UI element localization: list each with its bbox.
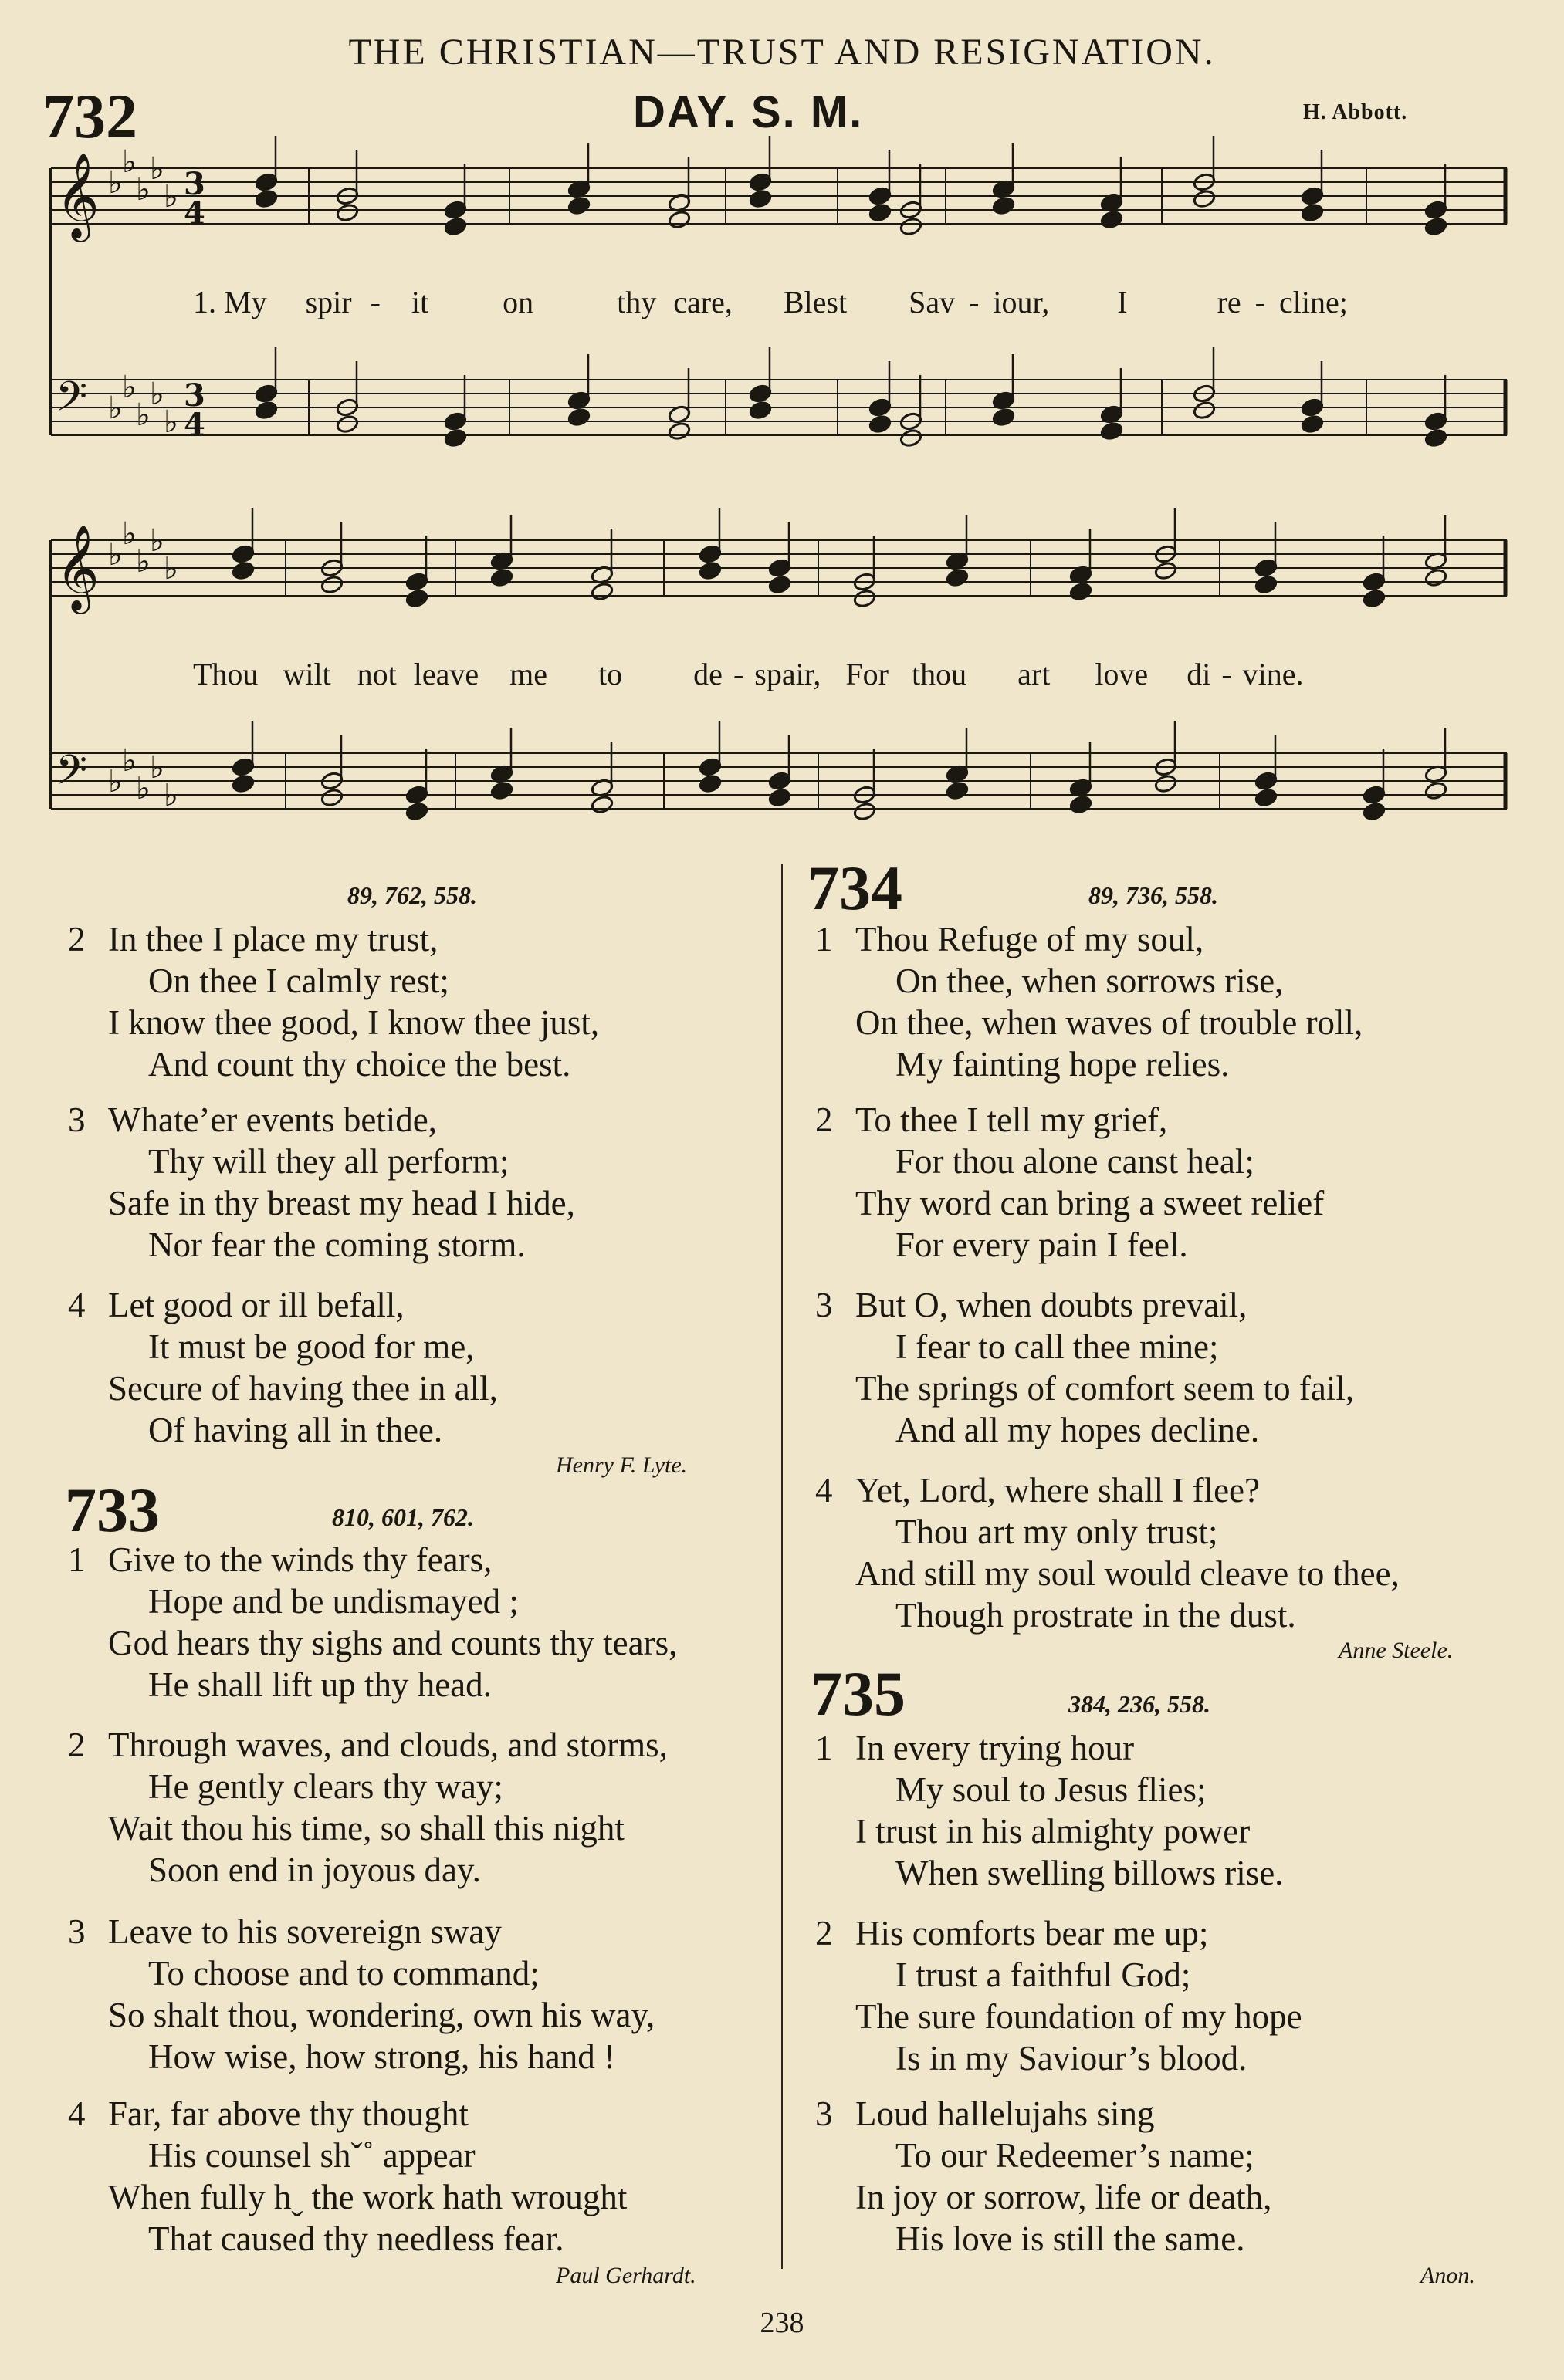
lyric-syllable: on bbox=[503, 285, 534, 319]
flat-sign-icon: ♭ bbox=[108, 764, 123, 800]
tune-refs-734: 89, 736, 558. bbox=[1088, 881, 1218, 909]
stanza-number: 2 bbox=[815, 1100, 833, 1139]
note-head bbox=[232, 561, 256, 581]
verse-line: For every pain I feel. bbox=[895, 1225, 1188, 1264]
verse-line: I fear to call thee mine; bbox=[895, 1327, 1219, 1366]
note-head bbox=[1069, 795, 1093, 815]
note-head bbox=[336, 414, 360, 434]
note-head bbox=[567, 196, 591, 216]
flat-sign-icon: ♭ bbox=[122, 144, 137, 180]
lyric-syllable: - bbox=[969, 285, 980, 319]
note-head bbox=[1254, 575, 1278, 595]
stanza-734-1 bbox=[815, 918, 1363, 1085]
note-head bbox=[768, 558, 792, 578]
stanza-735-3 bbox=[815, 2093, 1271, 2260]
note-head bbox=[444, 428, 468, 448]
lyric-syllable: - bbox=[370, 285, 381, 319]
stanza-732-3 bbox=[68, 1099, 575, 1266]
note-head bbox=[1069, 582, 1093, 602]
bass-clef-icon: 𝄢 bbox=[56, 747, 88, 804]
verse-line: I trust a faithful God; bbox=[895, 1956, 1191, 1994]
stanza-734-2 bbox=[815, 1099, 1324, 1266]
note-head bbox=[1254, 771, 1278, 791]
author-734: Anne Steele. bbox=[1339, 1638, 1454, 1663]
note-head bbox=[405, 802, 429, 822]
hymn-number-732: 732 bbox=[42, 81, 137, 151]
note-head bbox=[591, 795, 614, 815]
lyric-syllable: iour, bbox=[993, 285, 1050, 319]
verse-line: When swelling billows rise. bbox=[895, 1854, 1284, 1892]
verse-line: Wait thou his time, so shall this night bbox=[108, 1809, 625, 1848]
verse-line: To thee I tell my grief, bbox=[855, 1100, 1168, 1139]
time-signature-top: 3 bbox=[184, 377, 205, 414]
note-head bbox=[1100, 421, 1124, 441]
note-head bbox=[232, 544, 256, 564]
note-head bbox=[1424, 200, 1448, 220]
composer: H. Abbott. bbox=[1303, 100, 1408, 124]
running-head: THE CHRISTIAN—TRUST AND RESIGNATION. bbox=[348, 32, 1216, 73]
stanza-732-2 bbox=[68, 918, 599, 1085]
verse-line: The sure foundation of my hope bbox=[855, 1997, 1302, 2036]
lyric-syllable: re bbox=[1217, 285, 1241, 319]
lyric-syllable: di bbox=[1187, 657, 1211, 691]
verse-line: Loud hallelujahs sing bbox=[855, 2094, 1155, 2133]
note-head bbox=[1424, 428, 1448, 448]
author-735: Anon. bbox=[1420, 2263, 1475, 2288]
note-head bbox=[749, 172, 773, 192]
verse-line: It must be good for me, bbox=[148, 1327, 475, 1366]
note-head bbox=[946, 568, 970, 588]
note-head bbox=[1154, 561, 1178, 581]
note-head bbox=[255, 384, 279, 404]
lyric-syllable: spir bbox=[305, 285, 352, 319]
note-head bbox=[899, 217, 923, 237]
author-733: Paul Gerhardt. bbox=[556, 2263, 696, 2288]
verse-line: The springs of comfort seem to fail, bbox=[855, 1369, 1355, 1408]
verse-line: Let good or ill befall, bbox=[108, 1286, 405, 1324]
flat-sign-icon: ♭ bbox=[122, 743, 137, 779]
note-head bbox=[232, 774, 256, 794]
note-head bbox=[1363, 802, 1386, 822]
verse-line: Far, far above thy thought bbox=[108, 2094, 469, 2133]
page-number: 238 bbox=[760, 2307, 804, 2339]
verse-line: How wise, how strong, his hand ! bbox=[148, 2037, 615, 2076]
stanza-733-1 bbox=[68, 1539, 677, 1706]
time-signature-bottom: 4 bbox=[184, 195, 205, 232]
stanza-732-4 bbox=[68, 1284, 498, 1451]
lyric-syllable: vine. bbox=[1242, 657, 1304, 691]
hymn-number-733: 733 bbox=[65, 1475, 160, 1545]
lyric-syllable: wilt bbox=[283, 657, 331, 691]
note-head bbox=[320, 575, 344, 595]
note-head bbox=[946, 781, 970, 801]
flat-sign-icon: ♭ bbox=[150, 151, 164, 187]
lyric-syllable: Sav bbox=[909, 285, 956, 319]
note-head bbox=[320, 788, 344, 808]
tune-refs-733: 810, 601, 762. bbox=[332, 1503, 474, 1531]
lyric-syllable: de bbox=[693, 657, 723, 691]
flat-sign-icon: ♭ bbox=[164, 179, 178, 215]
verse-line: Through waves, and clouds, and storms, bbox=[108, 1726, 668, 1764]
music-score bbox=[0, 0, 1564, 841]
time-signature-bottom: 4 bbox=[184, 407, 205, 443]
stanza-number: 3 bbox=[815, 1286, 833, 1324]
verse-line: My soul to Jesus flies; bbox=[895, 1770, 1207, 1809]
note-head bbox=[992, 407, 1016, 428]
note-head bbox=[591, 582, 614, 602]
note-head bbox=[1424, 411, 1448, 431]
note-head bbox=[1301, 203, 1325, 223]
note-head bbox=[255, 189, 279, 209]
lyric-syllable: - bbox=[733, 657, 744, 691]
flat-sign-icon: ♭ bbox=[150, 750, 164, 786]
note-head bbox=[768, 771, 792, 791]
note-head bbox=[668, 421, 692, 441]
note-head bbox=[567, 407, 591, 428]
bass-clef-icon: 𝄢 bbox=[56, 374, 88, 431]
stanza-733-3 bbox=[68, 1911, 655, 2077]
flat-sign-icon: ♭ bbox=[150, 377, 164, 412]
verse-line: His counsel shˇ˚ appear bbox=[148, 2136, 476, 2175]
verse-line: Though prostrate in the dust. bbox=[895, 1596, 1296, 1635]
verse-line: That caused thy needless fear. bbox=[148, 2219, 564, 2258]
note-head bbox=[444, 200, 468, 220]
verse-line: Give to the winds thy fears, bbox=[108, 1540, 493, 1579]
lyric-syllable: thou bbox=[912, 657, 967, 691]
note-head bbox=[1254, 558, 1278, 578]
stanza-number: 4 bbox=[68, 2094, 86, 2133]
note-head bbox=[749, 401, 773, 421]
note-head bbox=[1363, 589, 1386, 609]
verse-line: His love is still the same. bbox=[895, 2219, 1245, 2258]
note-head bbox=[1100, 210, 1124, 230]
note-head bbox=[490, 568, 514, 588]
flat-sign-icon: ♭ bbox=[136, 544, 151, 580]
stanza-number: 4 bbox=[815, 1471, 833, 1509]
flat-sign-icon: ♭ bbox=[108, 165, 123, 201]
note-head bbox=[992, 196, 1016, 216]
verse-line: Yet, Lord, where shall I flee? bbox=[855, 1471, 1261, 1509]
note-head bbox=[232, 757, 256, 777]
note-head bbox=[853, 802, 877, 822]
tune-title: DAY. S. M. bbox=[633, 87, 864, 137]
note-head bbox=[699, 774, 723, 794]
lyric-syllable: I bbox=[1117, 285, 1128, 319]
verse-line: Thou Refuge of my soul, bbox=[855, 920, 1204, 958]
verse-line: In joy or sorrow, life or death, bbox=[855, 2178, 1272, 2216]
verse-line: God hears thy sighs and counts thy tears, bbox=[108, 1624, 678, 1662]
treble-clef-icon: 𝄞 bbox=[56, 152, 100, 238]
lyric-syllable: For bbox=[845, 657, 889, 691]
lyric-syllable: care, bbox=[673, 285, 733, 319]
verse-line: Of having all in thee. bbox=[148, 1411, 443, 1449]
verse-line: Is in my Saviour’s blood. bbox=[895, 2039, 1247, 2077]
lyric-syllable: art bbox=[1017, 657, 1051, 691]
stanza-number: 1 bbox=[68, 1540, 86, 1579]
note-head bbox=[1154, 774, 1178, 794]
verse-line: For thou alone canst heal; bbox=[895, 1142, 1254, 1181]
verse-line: On thee I calmly rest; bbox=[148, 962, 449, 1000]
stanza-733-2 bbox=[68, 1724, 668, 1891]
note-head bbox=[699, 757, 723, 777]
note-head bbox=[1424, 217, 1448, 237]
verse-line: I trust in his almighty power bbox=[855, 1812, 1251, 1851]
lyric-syllable: not bbox=[357, 657, 397, 691]
note-head bbox=[868, 397, 892, 418]
lyric-syllable: Thou bbox=[193, 657, 259, 691]
lyric-syllable: cline; bbox=[1279, 285, 1348, 319]
flat-sign-icon: ♭ bbox=[136, 771, 151, 806]
verse-line: And all my hopes decline. bbox=[895, 1411, 1260, 1449]
verse-line: Thy will they all perform; bbox=[148, 1142, 509, 1181]
flat-sign-icon: ♭ bbox=[108, 390, 123, 426]
lyric-syllable: 1. My bbox=[193, 285, 267, 319]
stanza-number: 1 bbox=[815, 1729, 833, 1767]
verse-line: And count thy choice the best. bbox=[148, 1045, 571, 1084]
lyric-syllable: leave bbox=[413, 657, 479, 691]
hymn-number-734: 734 bbox=[807, 853, 902, 923]
lyric-line-2 bbox=[193, 656, 1304, 692]
stanza-735-1 bbox=[815, 1727, 1283, 1894]
lyric-syllable: me bbox=[509, 657, 548, 691]
note-head bbox=[1424, 568, 1448, 588]
lyric-syllable: - bbox=[1254, 285, 1265, 319]
flat-sign-icon: ♭ bbox=[164, 551, 178, 587]
note-head bbox=[853, 589, 877, 609]
note-head bbox=[444, 217, 468, 237]
stanza-number: 3 bbox=[815, 2094, 833, 2133]
note-head bbox=[868, 414, 892, 434]
flat-sign-icon: ♭ bbox=[164, 778, 178, 813]
verse-line: Leave to his sovereign sway bbox=[108, 1912, 502, 1951]
lyric-syllable: spair, bbox=[754, 657, 821, 691]
verse-line: Thou art my only trust; bbox=[895, 1513, 1218, 1551]
note-head bbox=[1363, 572, 1386, 592]
stanza-number: 3 bbox=[68, 1912, 86, 1951]
lyric-syllable: to bbox=[598, 657, 623, 691]
verse-line: To choose and to command; bbox=[148, 1954, 540, 1993]
verse-line: Secure of having thee in all, bbox=[108, 1369, 498, 1408]
note-head bbox=[699, 561, 723, 581]
lyric-syllable: thy bbox=[617, 285, 657, 319]
note-head bbox=[336, 203, 360, 223]
note-head bbox=[749, 384, 773, 404]
verse-line: He shall lift up thy head. bbox=[148, 1665, 492, 1704]
stanza-number: 2 bbox=[68, 1726, 86, 1764]
stanza-number: 2 bbox=[815, 1914, 833, 1952]
note-head bbox=[668, 210, 692, 230]
note-head bbox=[405, 572, 429, 592]
note-head bbox=[768, 788, 792, 808]
stanza-number: 4 bbox=[68, 1286, 86, 1324]
treble-clef-icon: 𝄞 bbox=[56, 524, 100, 610]
flat-sign-icon: ♭ bbox=[108, 537, 123, 573]
verse-line: On thee, when sorrows rise, bbox=[895, 962, 1284, 1000]
stanza-735-2 bbox=[815, 1912, 1302, 2079]
hymn-number-735: 735 bbox=[811, 1658, 906, 1729]
lyric-line-1 bbox=[193, 284, 1348, 320]
verse-line: In thee I place my trust, bbox=[108, 920, 438, 958]
note-head bbox=[405, 785, 429, 805]
verse-line: I know thee good, I know thee just, bbox=[108, 1003, 600, 1042]
verse-line: In every trying hour bbox=[855, 1729, 1135, 1767]
column-rule bbox=[781, 864, 783, 2269]
note-head bbox=[1193, 401, 1217, 421]
verse-line: On thee, when waves of trouble roll, bbox=[855, 1003, 1363, 1042]
stanza-number: 2 bbox=[68, 920, 86, 958]
stanza-734-4 bbox=[815, 1469, 1400, 1636]
note-head bbox=[899, 428, 923, 448]
note-head bbox=[699, 544, 723, 564]
verse-line: Whate’er events betide, bbox=[108, 1100, 438, 1139]
note-head bbox=[255, 172, 279, 192]
author-732: Henry F. Lyte. bbox=[556, 1452, 688, 1478]
note-head bbox=[1301, 186, 1325, 206]
note-head bbox=[490, 781, 514, 801]
verse-line: And still my soul would cleave to thee, bbox=[855, 1554, 1400, 1593]
lyric-syllable: - bbox=[1221, 657, 1232, 691]
lyric-syllable: Blest bbox=[783, 285, 848, 319]
verse-line: Nor fear the coming storm. bbox=[148, 1225, 526, 1264]
lyric-syllable: love bbox=[1095, 657, 1149, 691]
verse-line: Hope and be undismayed ; bbox=[148, 1582, 519, 1621]
verse-line: Soon end in joyous day. bbox=[148, 1851, 481, 1889]
flat-sign-icon: ♭ bbox=[136, 172, 151, 208]
flat-sign-icon: ♭ bbox=[122, 370, 137, 405]
note-head bbox=[444, 411, 468, 431]
verse-line: When fully hˬ the work hath wrought bbox=[108, 2178, 628, 2216]
note-head bbox=[1424, 781, 1448, 801]
note-head bbox=[749, 189, 773, 209]
tune-refs-735: 384, 236, 558. bbox=[1068, 1690, 1210, 1718]
note-head bbox=[868, 186, 892, 206]
flat-sign-icon: ♭ bbox=[136, 397, 151, 433]
note-head bbox=[1254, 788, 1278, 808]
verse-line: Thy word can bring a sweet relief bbox=[855, 1184, 1325, 1222]
note-head bbox=[405, 589, 429, 609]
note-head bbox=[1363, 785, 1386, 805]
flat-sign-icon: ♭ bbox=[122, 516, 137, 552]
verse-line: But O, when doubts prevail, bbox=[855, 1286, 1247, 1324]
note-head bbox=[768, 575, 792, 595]
lyric-syllable: it bbox=[411, 285, 429, 319]
verse-line: To our Redeemer’s name; bbox=[895, 2136, 1254, 2175]
stanza-733-4 bbox=[68, 2093, 627, 2260]
time-signature-top: 3 bbox=[184, 166, 205, 202]
flat-sign-icon: ♭ bbox=[150, 523, 164, 559]
flat-sign-icon: ♭ bbox=[164, 404, 178, 440]
verse-line: My fainting hope relies. bbox=[895, 1045, 1230, 1084]
note-head bbox=[255, 401, 279, 421]
verse-line: He gently clears thy way; bbox=[148, 1767, 503, 1806]
stanza-734-3 bbox=[815, 1284, 1354, 1451]
verse-line: Safe in thy breast my head I hide, bbox=[108, 1184, 575, 1222]
verse-line: His comforts bear me up; bbox=[855, 1914, 1209, 1952]
note-head bbox=[1193, 189, 1217, 209]
note-head bbox=[1301, 414, 1325, 434]
note-head bbox=[868, 203, 892, 223]
stanza-number: 1 bbox=[815, 920, 833, 958]
verse-line: So shalt thou, wondering, own his way, bbox=[108, 1996, 655, 2034]
note-head bbox=[1301, 397, 1325, 418]
stanza-number: 3 bbox=[68, 1100, 86, 1139]
tune-refs-732: 89, 762, 558. bbox=[347, 881, 477, 909]
